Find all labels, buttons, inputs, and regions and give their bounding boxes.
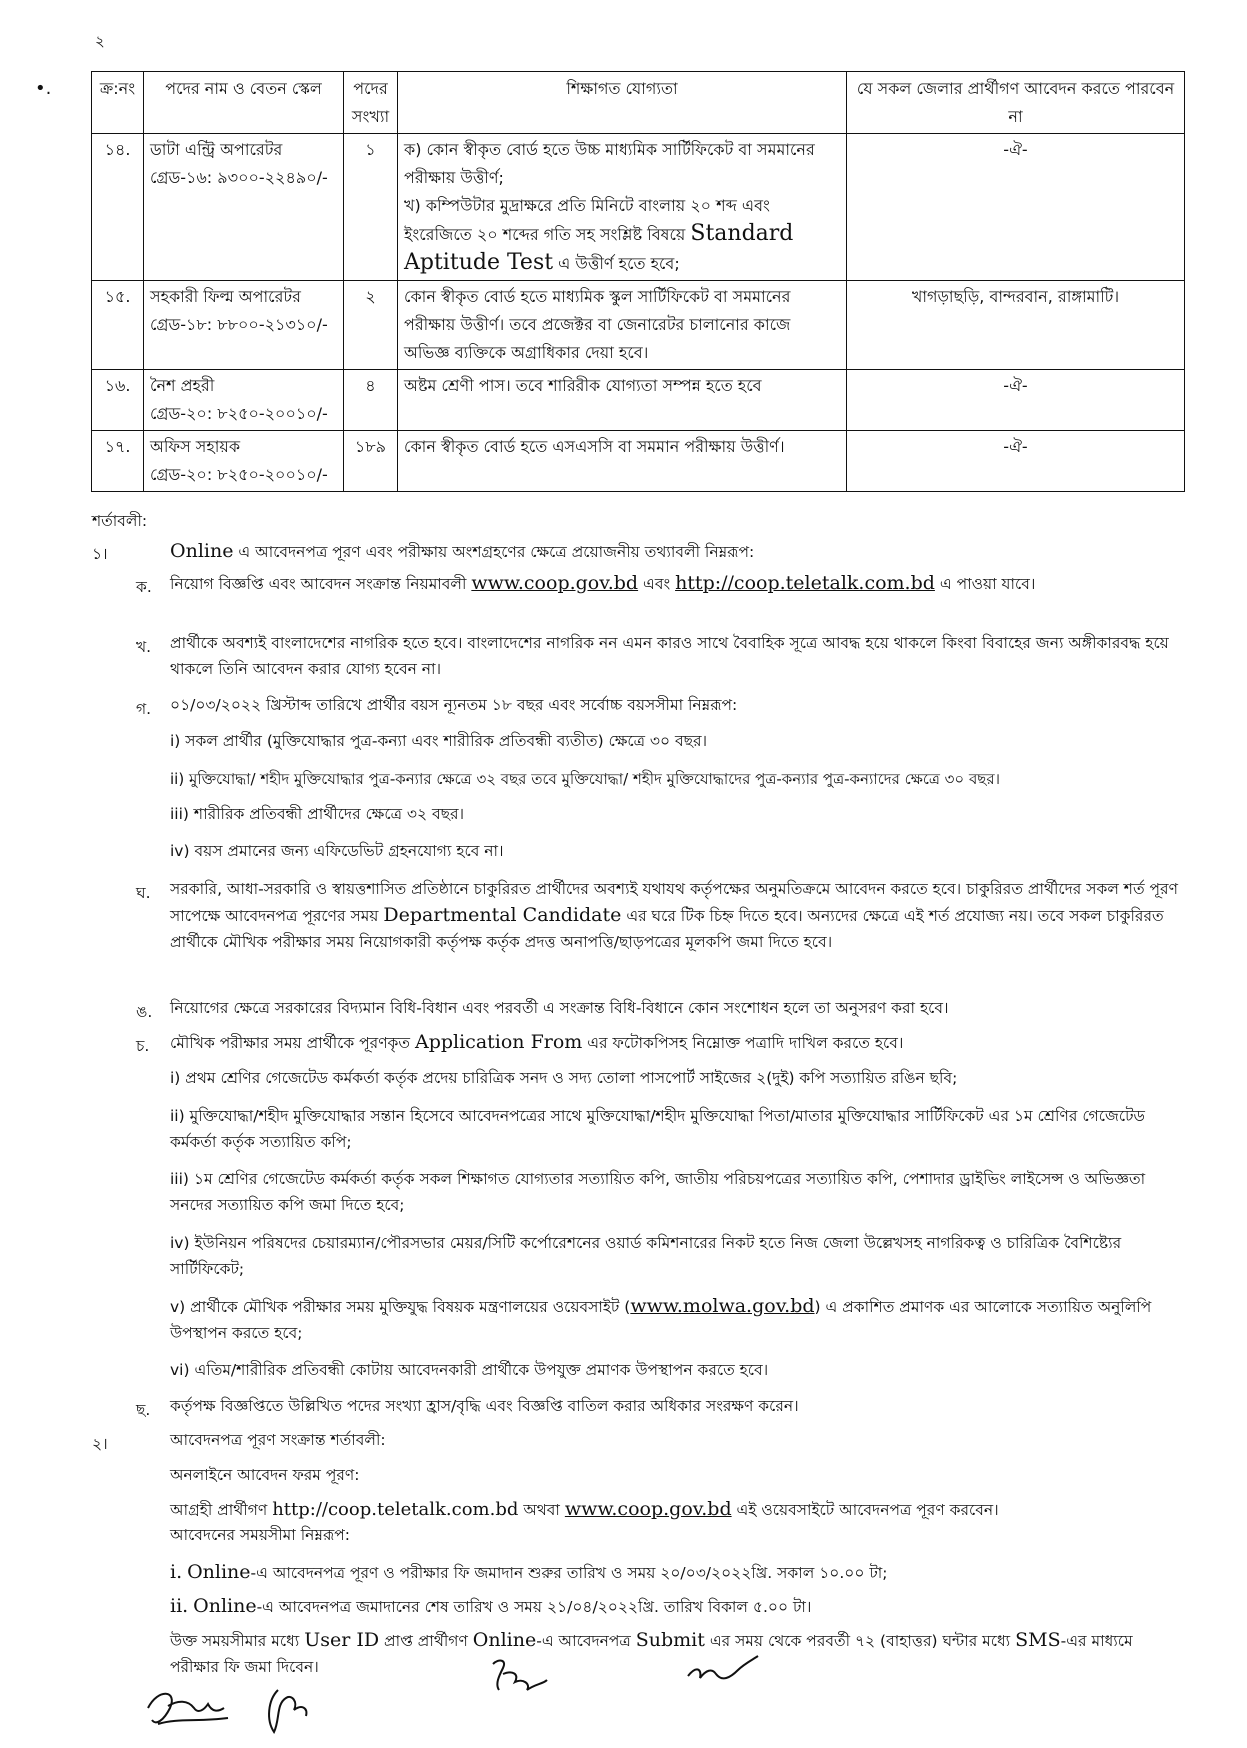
row-count: ২ — [344, 281, 398, 370]
age-item — [170, 838, 1180, 864]
document-item-num: ii) — [170, 1107, 185, 1125]
age-item-text: শারীরিক প্রতিবন্ধী প্রার্থীদের ক্ষেত্রে ৩২ বছর। — [193, 805, 465, 823]
fee-sms: SMS — [1015, 1629, 1061, 1651]
header-districts: যে সকল জেলার প্রার্থীগণ আবেদন করতে পারবেন না — [847, 72, 1185, 134]
item-ka-mark: ক. — [136, 578, 152, 596]
document-item-text: ১ম শ্রেণির গেজেটেড কর্মকর্তা কর্তৃক সকল শিক্ষাগত যোগ্যতার সত্যায়িত কপি, জাতীয় পরিচয়পত্রের সত্যায়িত কপি, পেশাদার ড্রাইভিং লাইসেন্স ও অভিজ্ঞতা সনদের সত্যায়িত কপি জমা দিতে হবে; — [170, 1170, 1146, 1214]
signature-1 — [138, 1678, 238, 1734]
margin-mark: •. — [35, 78, 52, 99]
apply-line — [170, 1496, 1180, 1523]
document-item — [170, 1293, 1180, 1346]
item-chha-mark: ছ. — [136, 1401, 151, 1419]
link-coop-gov[interactable]: www.coop.gov.bd — [471, 572, 639, 594]
row-districts: -ঐ- — [847, 431, 1185, 492]
row-post — [144, 134, 344, 281]
apply-mid: অথবা — [523, 1501, 560, 1519]
item-ka — [170, 570, 1180, 597]
section-2-heading: আবেদনপত্র পূরণ সংক্রান্ত শর্তাবলী: — [170, 1431, 386, 1449]
item-gha-post: এর ঘরে টিক চিহ্ন দিতে হবে। অন্যদের ক্ষেত্রে এই শর্ত প্রযোজ্য নয়। তবে সকল চাকুরিরত প্রার্থীকে মৌখিক পরীক্ষার সময় নিয়োগকারী কর্তৃপক্ষ কর্তৃক প্রদত্ত অনাপত্তি/ছাড়পত্রের মূলকপি জমা দিতে হবে। — [170, 907, 1164, 951]
item-uo: নিয়োগের ক্ষেত্রে সরকারের বিদ্যমান বিধি-বিধান এবং পরবর্তী এ সংক্রান্ত বিধি-বিধানে কোন সংশোধন হলে তা অনুসরণ করা হবে। — [170, 999, 949, 1017]
row-districts: -ঐ- — [847, 134, 1185, 281]
document-item-num: vi) — [170, 1361, 190, 1379]
age-item-num: ii) — [170, 770, 185, 788]
age-item-text: মুক্তিযোদ্ধা/ শহীদ মুক্তিযোদ্ধার পুত্র-কন্যার ক্ষেত্রে ৩২ বছর তবে মুক্তিযোদ্ধা/ শহীদ মুক্তিযোদ্ধাদের পুত্র-কন্যার পুত্র-কন্যাদের ক্ষেত্রে ৩০ বছর। — [188, 770, 1001, 788]
post-name: সহকারী ফিল্ম অপারেটর — [150, 287, 301, 306]
post-grade: গ্রেড-১৬: ৯৩০০-২২৪৯০/- — [150, 168, 328, 187]
timeline-start — [170, 1559, 1180, 1586]
age-item-text: সকল প্রার্থীর (মুক্তিযোদ্ধার পুত্র-কন্যা এবং শারীরিক প্রতিবন্ধী ব্যতীত) ক্ষেত্রে ৩০ বছর। — [185, 732, 708, 750]
document-item — [170, 1065, 1180, 1091]
timeline-start-num: i. — [170, 1561, 183, 1583]
qualification-b-tail: এ উত্তীর্ণ হতে হবে; — [558, 254, 680, 273]
document-item-text: প্রথম শ্রেণির গেজেটেড কর্মকর্তা কর্তৃক প্রদেয় চারিত্রিক সনদ ও সদ্য তোলা পাসপোর্ট সাইজের ২(দুই) কপি সত্যায়িত রঙিন ছবি; — [185, 1069, 958, 1087]
item-ka-mid: এবং — [643, 575, 671, 593]
application-form: Application From — [414, 1031, 583, 1053]
item-uo-mark: ঙ. — [136, 1003, 153, 1021]
age-item-num: iv) — [170, 842, 190, 860]
section-1-intro — [170, 538, 1180, 565]
item-ga: ০১/০৩/২০২২ খ্রিস্টাব্দ তারিখে প্রার্থীর বয়স ন্যূনতম ১৮ বছর এবং সর্বোচ্চ বয়সসীমা নিম্নরূপ: — [170, 696, 738, 714]
row-qualification — [398, 134, 847, 281]
row-count: ১ — [344, 134, 398, 281]
section-2-sub: অনলাইনে আবেদন ফরম পূরণ: — [170, 1466, 360, 1484]
document-item — [170, 1357, 1180, 1383]
row-qualification: কোন স্বীকৃত বোর্ড হতে মাধ্যমিক স্কুল সার্টিফিকেট বা সমমানের পরীক্ষায় উত্তীর্ণ। তবে প্রজেক্টর বা জেনারেটর চালানোর কাজে অভিজ্ঞ ব্যক্তিকে অগ্রাধিকার দেয়া হবে। — [398, 281, 847, 370]
row-serial: ১৬. — [92, 370, 144, 431]
table-row — [92, 134, 1185, 281]
fee-d: এর সময় থেকে পরবর্তী ৭২ (বাহাত্তর) ঘন্টার মধ্যে — [709, 1632, 1011, 1650]
qualification-b — [404, 192, 840, 278]
timeline-end-num: ii. — [170, 1595, 189, 1617]
document-item — [170, 1103, 1180, 1155]
apply-post: এই ওয়েবসাইটে আবেদনপত্র পূরণ করবেন। — [736, 1501, 999, 1519]
page-number: ২ — [95, 32, 105, 50]
fee-userid: User ID — [304, 1629, 380, 1651]
link-molwa[interactable]: www.molwa.gov.bd — [630, 1295, 815, 1317]
header-serial: ক্র:নং — [92, 72, 144, 134]
header-count: পদের সংখ্যা — [344, 72, 398, 134]
post-grade: গ্রেড-১৮: ৮৮০০-২১৩১০/- — [150, 315, 328, 334]
age-item-num: iii) — [170, 805, 189, 823]
fee-submit: Submit — [635, 1629, 705, 1651]
link-coop-teletalk[interactable]: http://coop.teletalk.com.bd — [675, 572, 935, 594]
section-1-number: ১। — [92, 545, 108, 563]
row-qualification: অষ্টম শ্রেণী পাস। তবে শারিরীক যোগ্যতা সম্পন্ন হতে হবে — [398, 370, 847, 431]
item-gha-mark: ঘ. — [136, 884, 151, 902]
age-item — [170, 728, 1180, 754]
qualification-a: ক) কোন স্বীকৃত বোর্ড হতে উচ্চ মাধ্যমিক সার্টিফিকেট বা সমমানের পরীক্ষায় উত্তীর্ণ; — [404, 140, 815, 187]
item-cha-post: এর ফটোকপিসহ নিম্নোক্ত পত্রাদি দাখিল করতে হবে। — [587, 1034, 904, 1052]
link-coop-gov-2[interactable]: www.coop.gov.bd — [564, 1498, 732, 1520]
apply-pre: আগ্রহী প্রার্থীগণ — [170, 1501, 268, 1519]
fee-a: উক্ত সময়সীমার মধ্যে — [170, 1632, 300, 1650]
table-header-row — [92, 72, 1185, 134]
document-item-text: প্রার্থীকে মৌখিক পরীক্ষার সময় মুক্তিযুদ্ধ বিষয়ক মন্ত্রণালয়ের ওয়েবসাইট ( — [190, 1298, 631, 1316]
item-chha: কর্তৃপক্ষ বিজ্ঞপ্তিতে উল্লিখিত পদের সংখ্যা হ্রাস/বৃদ্ধি এবং বিজ্ঞপ্তি বাতিল করার অধিকার সংরক্ষণ করেন। — [170, 1397, 799, 1415]
section-1-intro-text: এ আবেদনপত্র পূরণ এবং পরীক্ষায় অংশগ্রহণের ক্ষেত্রে প্রয়োজনীয় তথ্যাবলী নিম্নরূপ: — [238, 543, 755, 561]
signature-4 — [682, 1652, 762, 1692]
row-count: ১৮৯ — [344, 431, 398, 492]
fee-b: প্রাপ্ত প্রার্থীগণ — [384, 1632, 468, 1650]
post-grade: গ্রেড-২০: ৮২৫০-২০০১০/- — [150, 465, 328, 484]
row-districts: খাগড়াছড়ি, বান্দরবান, রাঙ্গামাটি। — [847, 281, 1185, 370]
row-qualification: কোন স্বীকৃত বোর্ড হতে এসএসসি বা সমমান পরীক্ষায় উত্তীর্ণ। — [398, 431, 847, 492]
document-item — [170, 1230, 1180, 1282]
item-ga-mark: গ. — [136, 700, 152, 718]
item-ka-pre: নিয়োগ বিজ্ঞপ্তি এবং আবেদন সংক্রান্ত নিয়মাবলী — [170, 575, 467, 593]
item-cha-pre: মৌখিক পরীক্ষার সময় প্রার্থীকে পূরণকৃত — [170, 1034, 411, 1052]
table-row — [92, 281, 1185, 370]
item-gha-pre: সরকারি, আধা-সরকারি ও স্বায়ত্তশাসিত প্রতিষ্ঠানে চাকুরিরত প্রার্থীদের অবশ্যই যথাযথ কর্তৃপক্ষের অনুমতিক্রমে আবেদন করতে হবে। চাকুরিরত প্রার্থীদের সকল শর্ত পূরণ সাপেক্ষে আবেদনপত্র পূরণের সময় — [170, 880, 1178, 925]
fee-c: -এ আবেদনপত্র — [536, 1632, 631, 1650]
link-teletalk-plain[interactable]: http://coop.teletalk.com.bd — [272, 1499, 519, 1520]
qualification-b-latin: Standard Aptitude Test — [404, 221, 794, 275]
document-item-text: মুক্তিযোদ্ধা/শহীদ মুক্তিযোদ্ধার সন্তান হিসেবে আবেদনপত্রের সাথে মুক্তিযোদ্ধা/শহীদ মুক্তিযোদ্ধা পিতা/মাতার মুক্তিযোদ্ধার সার্টিফিকেট এর ১ম শ্রেণির গেজেটেড কর্মকর্তা কর্তৃক সত্যায়িত কপি; — [170, 1107, 1145, 1151]
timeline-end-online: Online — [193, 1595, 257, 1617]
document-item-text: ইউনিয়ন পরিষদের চেয়ারম্যান/পৌরসভার মেয়র/সিটি কর্পোরেশনের ওয়ার্ড কমিশনারের নিকট হতে নিজ জেলা উল্লেখসহ নাগরিকত্ব ও চারিত্রিক বৈশিষ্ট্যের সার্টিফিকেট; — [170, 1234, 1122, 1278]
document-item-text-tail: ) এ প্রকাশিত প্রমাণক এর আলোকে সত্যায়িত অনুলিপি উপস্থাপন করতে হবে; — [170, 1298, 1152, 1342]
row-districts: -ঐ- — [847, 370, 1185, 431]
signature-2 — [258, 1680, 318, 1740]
timeline-end-text: -এ আবেদনপত্র জমাদানের শেষ তারিখ ও সময় ২১/০৪/২০২২খ্রি. তারিখ বিকাল ৫.০০ টা। — [256, 1598, 812, 1616]
row-serial: ১৭. — [92, 431, 144, 492]
age-item-text: বয়স প্রমানের জন্য এফিডেভিট গ্রহনযোগ্য হবে না। — [194, 842, 504, 860]
item-cha — [170, 1029, 1180, 1056]
document-item-num: iii) — [170, 1170, 189, 1188]
fee-e: -এর মাধ্যমে পরীক্ষার ফি জমা দিবেন। — [170, 1632, 1133, 1676]
row-post — [144, 281, 344, 370]
timeline-start-online: Online — [187, 1561, 251, 1583]
item-gha — [170, 876, 1180, 955]
fee-online: Online — [472, 1629, 537, 1651]
row-post — [144, 431, 344, 492]
row-serial: ১৪. — [92, 134, 144, 281]
section-2-number: ২। — [92, 1435, 108, 1453]
timeline-label: আবেদনের সময়সীমা নিম্নরূপ: — [170, 1526, 350, 1544]
timeline-start-text: -এ আবেদনপত্র পূরণ ও পরীক্ষার ফি জমাদান শুরুর তারিখ ও সময় ২০/০৩/২০২২খ্রি. সকাল ১০.০০ টা; — [250, 1564, 888, 1582]
row-serial: ১৫. — [92, 281, 144, 370]
departmental-candidate: Departmental Candidate — [383, 904, 622, 926]
signature-3 — [485, 1654, 555, 1704]
table-row — [92, 431, 1185, 492]
conditions-heading: শর্তাবলী: — [92, 512, 148, 530]
section-1-online: Online — [170, 540, 234, 562]
document-item-num: iv) — [170, 1234, 190, 1252]
item-ka-post: এ পাওয়া যাবে। — [939, 575, 1036, 593]
row-post — [144, 370, 344, 431]
post-name: ডাটা এন্ট্রি অপারেটর — [150, 140, 283, 159]
posts-table — [91, 71, 1185, 492]
document-item — [170, 1166, 1180, 1218]
post-grade: গ্রেড-২০: ৮২৫০-২০০১০/- — [150, 404, 328, 423]
fee-instruction — [170, 1627, 1180, 1680]
document-item-text: এতিম/শারীরিক প্রতিবন্ধী কোটায় আবেদনকারী প্রার্থীকে উপযুক্ত প্রমাণক উপস্থাপন করতে হবে। — [194, 1361, 769, 1379]
post-name: নৈশ প্রহরী — [150, 376, 215, 395]
document-item-num: i) — [170, 1069, 181, 1087]
timeline-end — [170, 1593, 1180, 1620]
item-kha: প্রার্থীকে অবশ্যই বাংলাদেশের নাগরিক হতে হবে। বাংলাদেশের নাগরিক নন এমন কারও সাথে বৈবাহিক সূত্রে আবদ্ধ হয়ে থাকলে কিংবা বিবাহের জন্য অঙ্গীকারবদ্ধ হয়ে থাকলে তিনি আবেদন করার যোগ্য হবেন না। — [170, 634, 1169, 678]
table-row — [92, 370, 1185, 431]
row-count: ৪ — [344, 370, 398, 431]
age-item — [170, 801, 1180, 827]
age-item — [170, 766, 1190, 792]
item-kha-mark: খ. — [136, 638, 152, 656]
qualification-b-text: খ) কম্পিউটার মুদ্রাক্ষরে প্রতি মিনিটে বাংলায় ২০ শব্দ এবং ইংরেজিতে ২০ শব্দের গতি সহ সংশ্লিষ্ট বিষয়ে — [404, 196, 770, 244]
item-cha-mark: চ. — [136, 1037, 150, 1055]
post-name: অফিস সহায়ক — [150, 437, 241, 456]
document-item-num: v) — [170, 1298, 186, 1316]
age-item-num: i) — [170, 732, 181, 750]
header-post: পদের নাম ও বেতন স্কেল — [144, 72, 344, 134]
header-qualification: শিক্ষাগত যোগ্যতা — [398, 72, 847, 134]
